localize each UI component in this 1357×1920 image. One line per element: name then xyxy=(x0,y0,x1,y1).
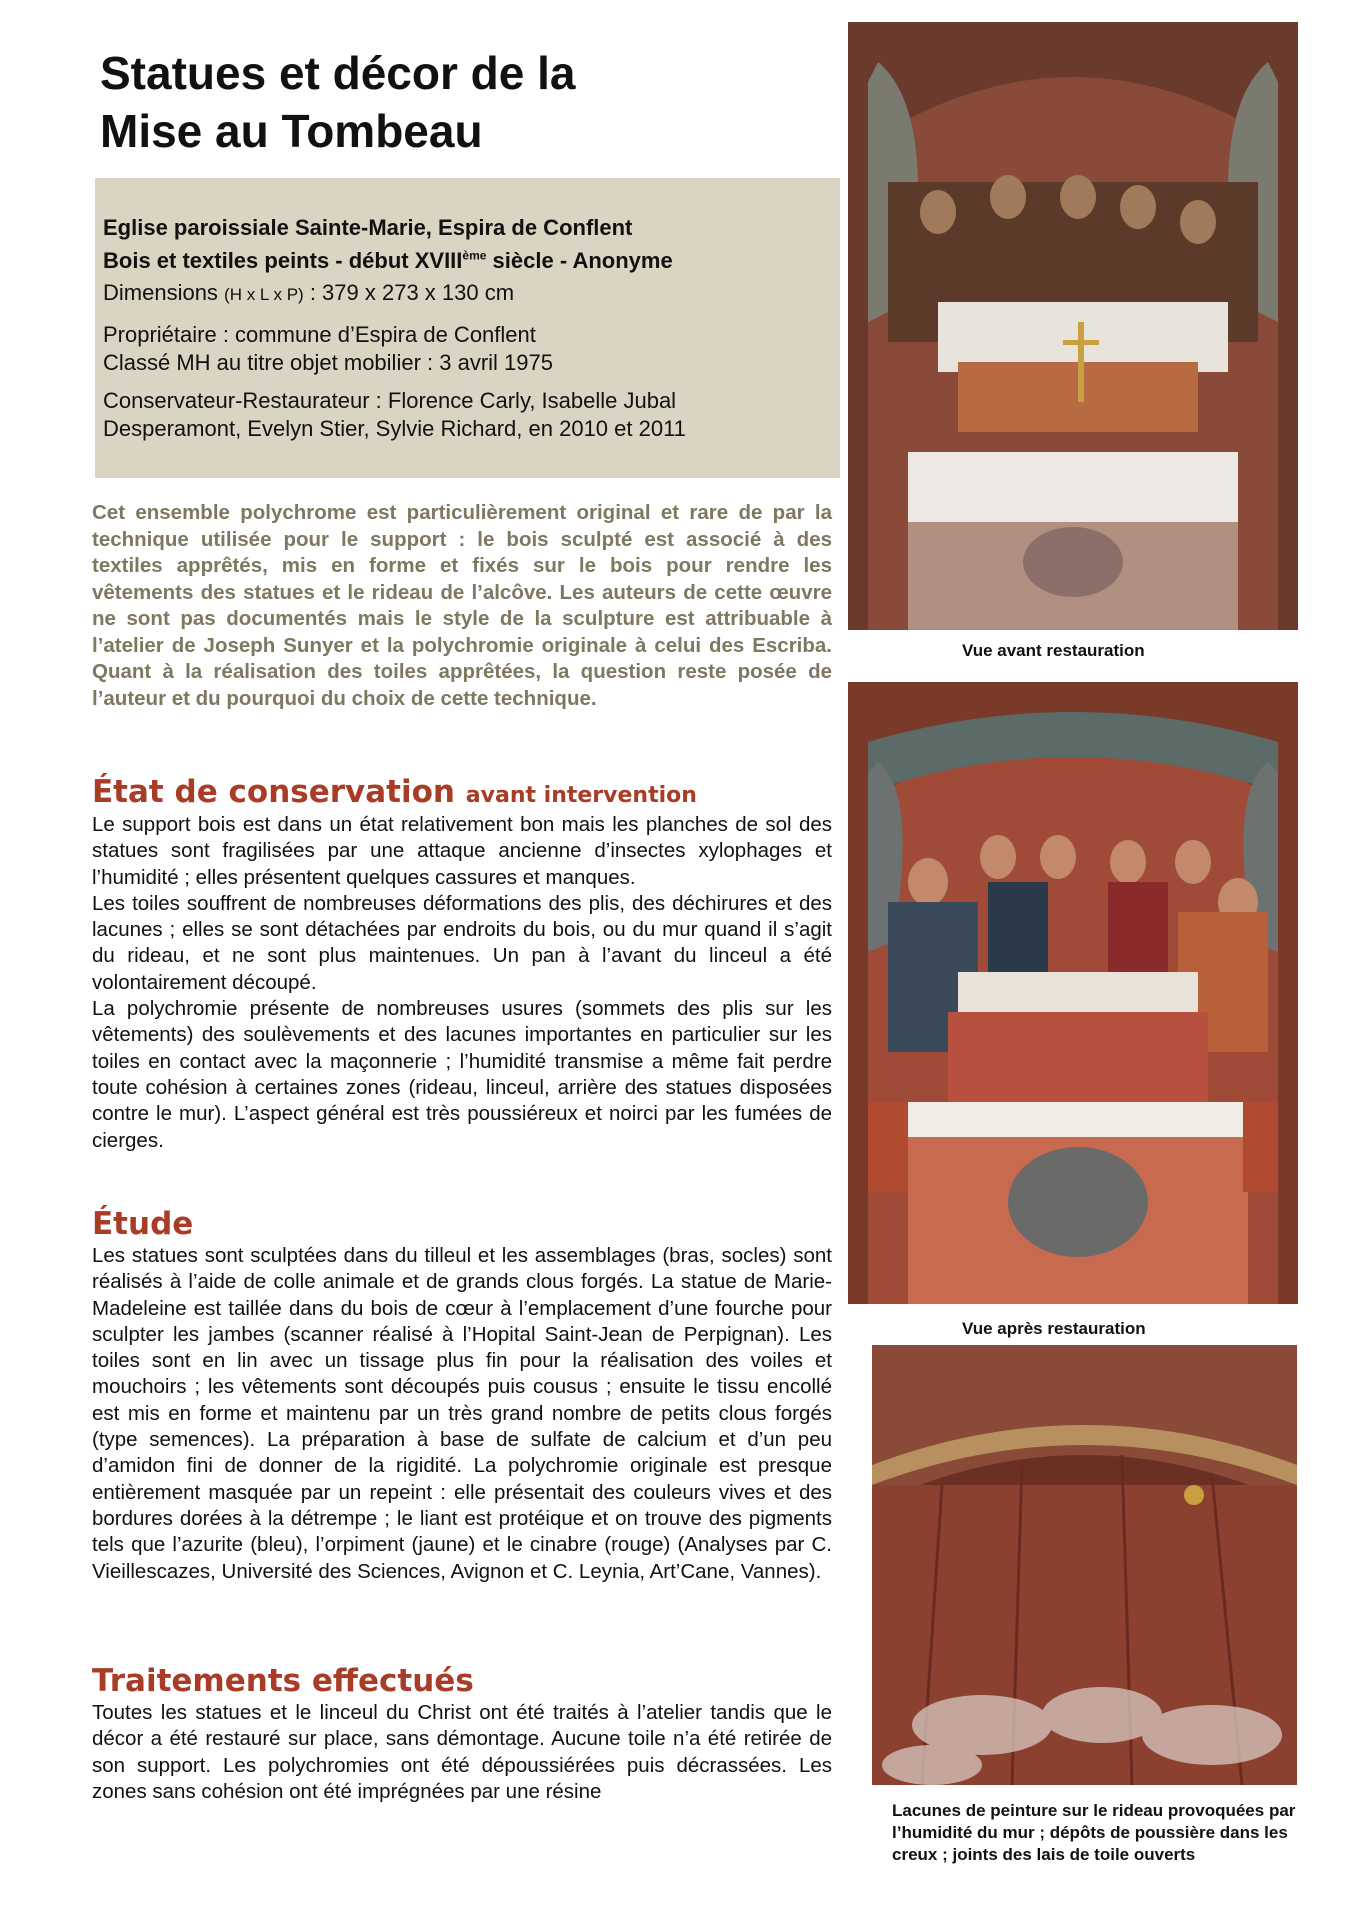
paragraph: Les toiles souffrent de nombreuses déformations des plis, des déchirures et des lacunes ; elles se sont détachées par endroits du bois, ou du mur quand il s’agit du rideau, et ne sont plus maintenues. Un pan à l’avant du linceul a été volontairement découpé. xyxy=(92,891,832,994)
photo-curtain-detail xyxy=(872,1345,1297,1785)
photo-after-restoration xyxy=(848,682,1298,1304)
classification: Classé MH au titre objet mobilier : 3 avril 1975 xyxy=(103,350,553,376)
caption-before: Vue avant restauration xyxy=(962,641,1145,660)
restorers: Conservateur-Restaurateur : Florence Carly, Isabelle Jubal Desperamont, Evelyn Stier, Sylvie Richard, en 2010 et 2011 xyxy=(103,388,686,442)
intro-paragraph: Cet ensemble polychrome est particulièrement original et rare de par la technique utilisée pour le support : le bois sculpté est associé à des textiles apprêtés, mis en forme et fixés sur le bois pour rendre les vêtements des statues et le rideau de l’alcôve. Les auteurs de cette œuvre ne sont pas documentés mais le style de la sculpture est attribuable à l’atelier de Joseph Sunyer et la polychromie originale à celui des Escriba. Quant à la réalisation des toiles apprêtées, la question reste posée de l’auteur et du pourquoi du choix de cette technique. xyxy=(92,501,832,710)
info-box xyxy=(95,178,840,478)
section-body-etude: Les statues sont sculptées dans du tilleul et les assemblages (bras, socles) sont réalisés à l’aide de colle animale et de grands clous forgés. La statue de Marie-Madeleine est taillée dans du bois de cœur à l’emplacement d’une fourche pour sculpter les jambes (scanner réalisé à l’Hopital Saint-Jean de Perpignan). Les toiles sont en lin avec un tissage plus fin pour la réalisation des voiles et mouchoirs ; les vêtements sont découpés puis cousus ; ensuite le tissu encollé est mis en forme et maintenu par un très grand nombre de petits clous forgés (type semences). La préparation à base de sulfate de calcium et d’un peu d’amidon fini de donner de la rigidité. La polychromie originale est presque entièrement masquée par un repeint : elle présentait des couleurs vives et des bordures dorées à la détrempe ; le liant est protéique et on trouve des pigments tels que l’azurite (bleu), l’orpiment (jaune) et le cinabre (rouge) (Analyses par C. Vieillescazes, Université des Sciences, Avignon et C. Leynia, Art’Cane, Vannes). xyxy=(92,1244,832,1583)
caption-detail: Lacunes de peinture sur le rideau provoquées par l’humidité du mur ; dépôts de poussière dans les creux ; joints des lais de toile ouverts xyxy=(892,1801,1296,1864)
church-name: Eglise paroissiale Sainte-Marie, Espira de Conflent xyxy=(103,215,633,240)
page-title xyxy=(100,44,660,160)
title-line-2: Mise au Tombeau xyxy=(100,105,483,157)
owner: Propriétaire : commune d’Espira de Conflent xyxy=(103,322,536,348)
section-title-traitements: Traitements effectués xyxy=(92,1663,474,1699)
material-line: Bois et textiles peints - début XVIIIème siècle - Anonyme xyxy=(103,248,673,274)
paragraph: La polychromie présente de nombreuses usures (sommets des plis sur les vêtements) des soulèvements et des lacunes importantes en particulier sur les toiles en contact avec la maçonnerie ; l’humidité transmise a même fait perdre toute cohésion à certaines zones (rideau, linceul, arrière des statues disposées contre le mur). L’aspect général est très poussiéreux et noirci par les fumées de cierges. xyxy=(92,997,832,1152)
paragraph: Le support bois est dans un état relativement bon mais les planches de sol des statues sont fragilisées par une attaque ancienne d’insectes xylophages et l’humidité ; elles présentent quelques cassures et manques. xyxy=(92,813,832,889)
title-line-1: Statues et décor de la xyxy=(100,47,576,99)
photo-before-restoration xyxy=(848,22,1298,630)
dimensions: Dimensions (H x L x P) : 379 x 273 x 130 cm xyxy=(103,280,515,306)
section-title-etat: État de conservation avant intervention xyxy=(92,774,697,810)
section-title-etude: Étude xyxy=(92,1206,194,1242)
section-body-traitements: Toutes les statues et le linceul du Christ ont été traités à l’atelier tandis que le décor a été restauré sur place, sans démontage. Aucune toile n’a été retirée de son support. Les polychromies ont été dépoussiérées puis décrassées. Les zones sans cohésion ont été imprégnées par une résine xyxy=(92,1701,832,1803)
section-body-etat xyxy=(92,812,832,1154)
caption-after: Vue après restauration xyxy=(962,1319,1146,1338)
